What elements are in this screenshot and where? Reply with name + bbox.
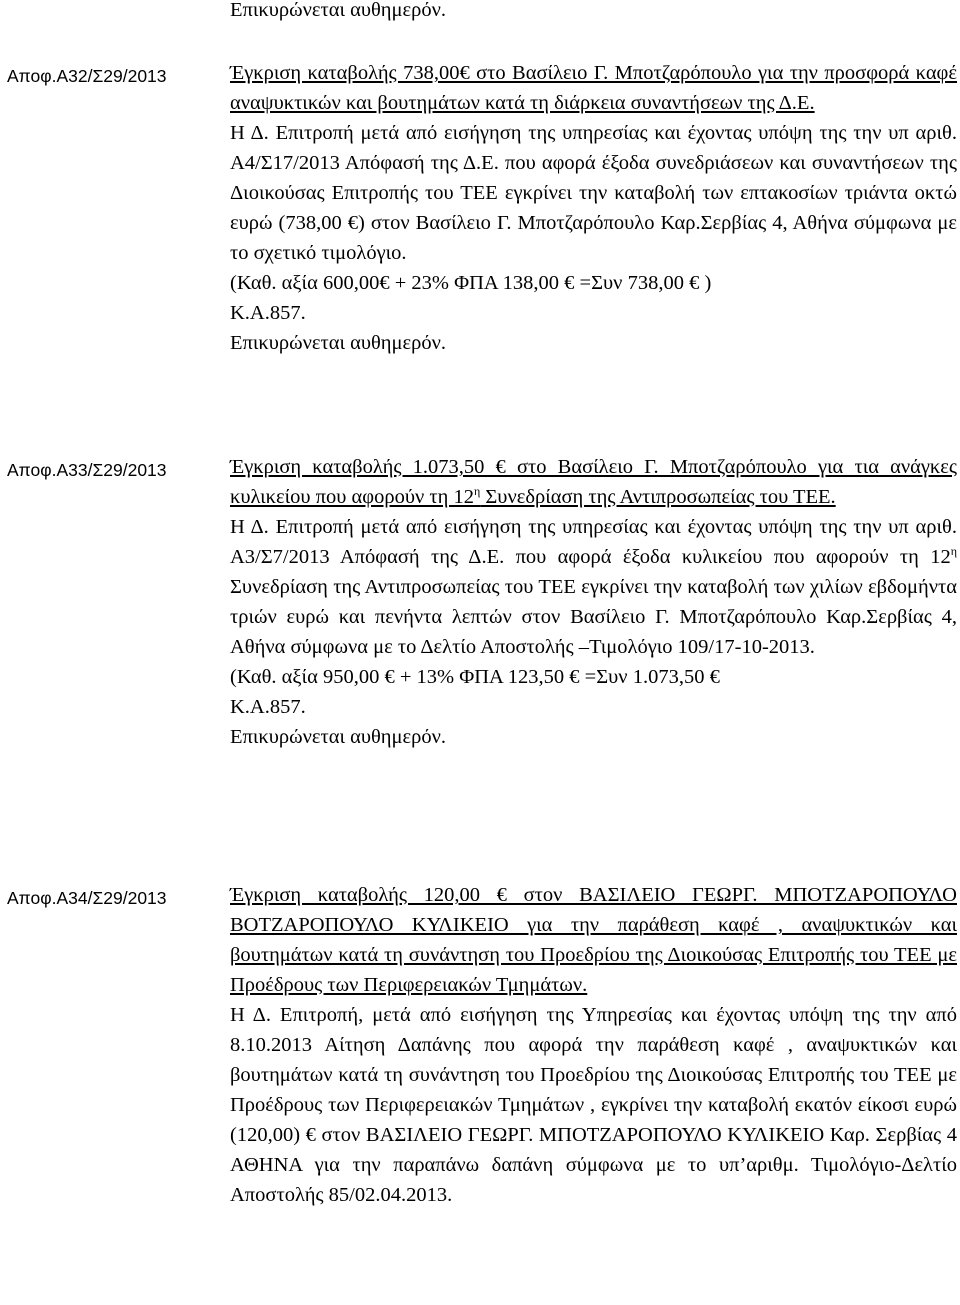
decision-ka: Κ.Α.857. [230,302,306,324]
decision-title: Έγκριση καταβολής 738,00€ στο Βασίλειο Γ. Μποτζαρόπουλο για την προσφορά καφέ αναψυκτικών και βουτημάτων κατά τη διάρκεια συναντήσεων της Δ.Ε. [230,62,957,114]
decision-code: Αποφ.Α33/Σ29/2013 [7,460,167,480]
decision-body [230,58,957,358]
decision-code: Αποφ.Α34/Σ29/2013 [7,888,167,908]
decision-body [230,880,957,1210]
decision-ratified: Επικυρώνεται αυθημερόν. [230,332,446,354]
decision-value: (Καθ. αξία 950,00 € + 13% ΦΠΑ 123,50 € =Συν 1.073,50 € [230,666,720,688]
decision-title: Έγκριση καταβολής 120,00 € στον ΒΑΣΙΛΕΙΟ ΓΕΩΡΓ. ΜΠΟΤΖΑΡΟΠΟΥΛΟ ΒΟΤΖΑΡΟΠΟΥΛΟ ΚΥΛΙΚΕΙΟ για την παράθεση καφέ , αναψυκτικών και βουτημάτων κατά τη συνάντηση του Προεδρίου της Διοικούσας Επιτροπής του ΤΕΕ με Προέδρους των Περιφερειακών Τμημάτων. [230,884,957,996]
decision-ka: Κ.Α.857. [230,696,306,718]
decision-text: Η Δ. Επιτροπή μετά από εισήγηση της υπηρεσίας και έχοντας υπόψη της την υπ αριθ. Α4/Σ17/2013 Απόφασή της Δ.Ε. που αφορά έξοδα συνεδριάσεων και συναντήσεων της Διοικούσας Επιτροπής του ΤΕΕ εγκρίνει την καταβολή των επτακοσίων τριάντα οκτώ ευρώ (738,00 €) στον Βασίλειο Γ. Μποτζαρόπουλο Καρ.Σερβίας 4, Αθήνα σύμφωνα με το σχετικό τιμολόγιο. [230,122,957,264]
decision-title: Έγκριση καταβολής 1.073,50 € στο Βασίλειο Γ. Μποτζαρόπουλο για τια ανάγκες κυλικείου που αφορούν τη $12^\eta$ Συνεδρίαση της Αντιπροσωπείας του ΤΕΕ. [230,456,957,508]
previous-entry-ratified: Επικυρώνεται αυθημερόν. [230,0,446,21]
decision-body [230,452,957,752]
decision-value: (Καθ. αξία 600,00€ + 23% ΦΠΑ 138,00 € =Συν 738,00 € ) [230,272,712,294]
decision-code: Αποφ.Α32/Σ29/2013 [7,66,167,86]
decision-text: Η Δ. Επιτροπή, μετά από εισήγηση της Υπηρεσίας και έχοντας υπόψη της την από 8.10.2013 Αίτηση Δαπάνης που αφορά την παράθεση καφέ , αναψυκτικών και βουτημάτων κατά τη συνάντηση του Προεδρίου της Διοικούσας Επιτροπής του ΤΕΕ με Προέδρους των Περιφερειακών Τμημάτων , εγκρίνει την καταβολή εκατόν είκοσι ευρώ (120,00) € στον ΒΑΣΙΛΕΙΟ ΓΕΩΡΓ. ΜΠΟΤΖΑΡΟΠΟΥΛΟ ΚΥΛΙΚΕΙΟ Καρ. Σερβίας 4 ΑΘΗΝΑ για την παραπάνω δαπάνη σύμφωνα με το υπ’αριθμ. Τιμολόγιο-Δελτίο Αποστολής 85/02.04.2013. [230,1004,957,1206]
decision-ratified: Επικυρώνεται αυθημερόν. [230,726,446,748]
decision-text: Η Δ. Επιτροπή μετά από εισήγηση της υπηρεσίας και έχοντας υπόψη της την υπ αριθ. Α3/Σ7/2013 Απόφασή της Δ.Ε. που αφορά έξοδα κυλικείου που αφορούν τη $12^\eta$ Συνεδρίαση της Αντιπροσωπείας του ΤΕΕ εγκρίνει την καταβολή των χιλίων εβδομήντα τριών ευρώ και πενήντα λεπτών στον Βασίλειο Γ. Μποτζαρόπουλο Καρ.Σερβίας 4, Αθήνα σύμφωνα με το Δελτίο Αποστολής –Τιμολόγιο 109/17-10-2013. [230,516,957,658]
